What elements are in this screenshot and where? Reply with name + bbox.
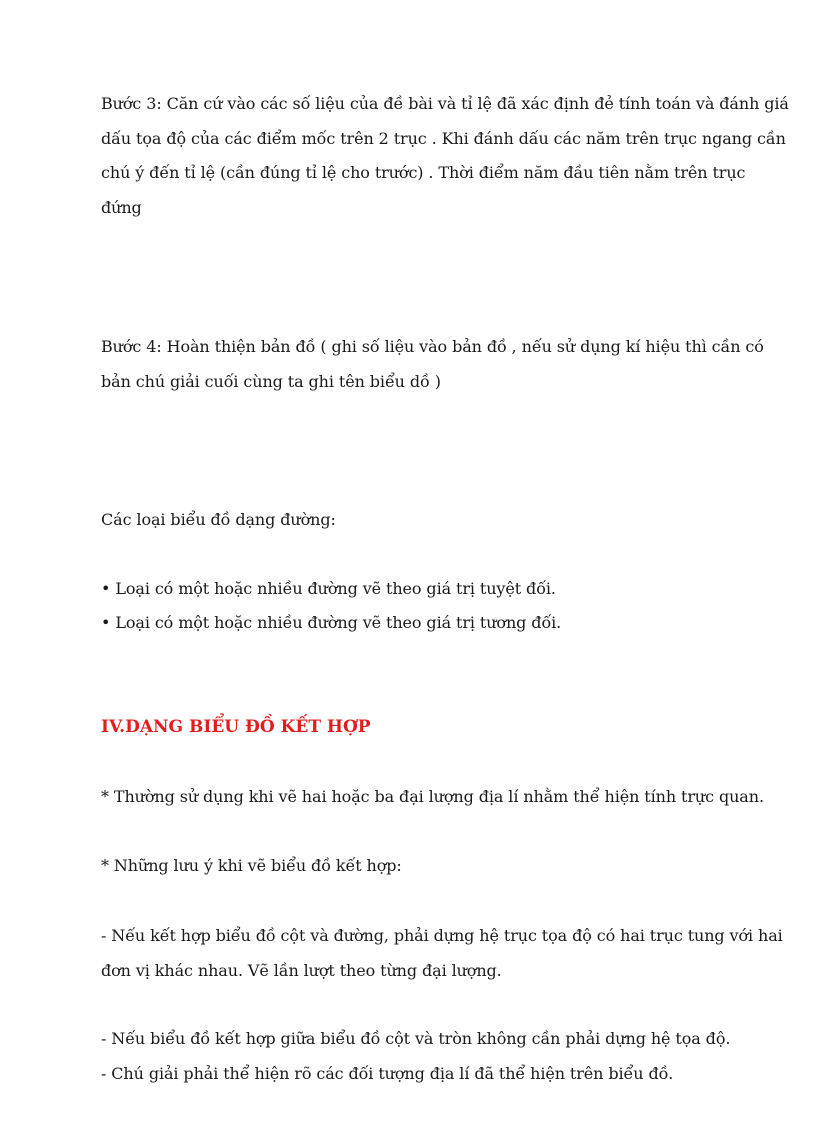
combined-chart-notes-intro: * Những lưu ý khi vẽ biểu đồ kết hợp: [101,856,402,875]
step-3-paragraph: Bước 3: Căn cứ vào các số liệu của đề bài và tỉ lệ đã xác định đẻ tính toán và đánh giá dấu tọa độ của các điểm mốc trên 2 trục . Khi đánh dấu các năm trên trục ngang cần chú ý đến tỉ lệ (cần đúng tỉ lệ cho trước) . Thời điểm năm đầu tiên nằm trên trục đứng [101,94,789,217]
note-column-and-line: - Nếu kết hợp biểu đồ cột và đường, phải dựng hệ trục tọa độ có hai trục tung với hai đơn vị khác nhau. Vẽ lần lượt theo từng đại lượng. [101,926,783,980]
bullet-absolute-values: • Loại có một hoặc nhiều đường vẽ theo giá trị tuyệt đối. [101,579,556,598]
step-4-paragraph: Bước 4: Hoàn thiện bản đồ ( ghi số liệu vào bản đồ , nếu sử dụng kí hiệu thì cần có bản chú giải cuối cùng ta ghi tên biểu dồ ) [101,337,764,391]
note-column-and-pie: - Nếu biểu đồ kết hợp giữa biểu đồ cột và tròn không cần phải dựng hệ tọa độ. [101,1029,731,1048]
bullet-relative-values: • Loại có một hoặc nhiều đường vẽ theo giá trị tương đối. [101,613,562,632]
note-legend: - Chú giải phải thể hiện rõ các đối tượng địa lí đã thể hiện trên biểu đồ. [101,1064,674,1083]
line-chart-types-intro: Các loại biểu đồ dạng đường: [101,510,336,529]
usage-note: * Thường sử dụng khi vẽ hai hoặc ba đại lượng địa lí nhằm thể hiện tính trực quan. [101,787,764,806]
section-heading-combined-chart: IV.DẠNG BIỂU ĐỒ KẾT HỢP [101,717,371,737]
